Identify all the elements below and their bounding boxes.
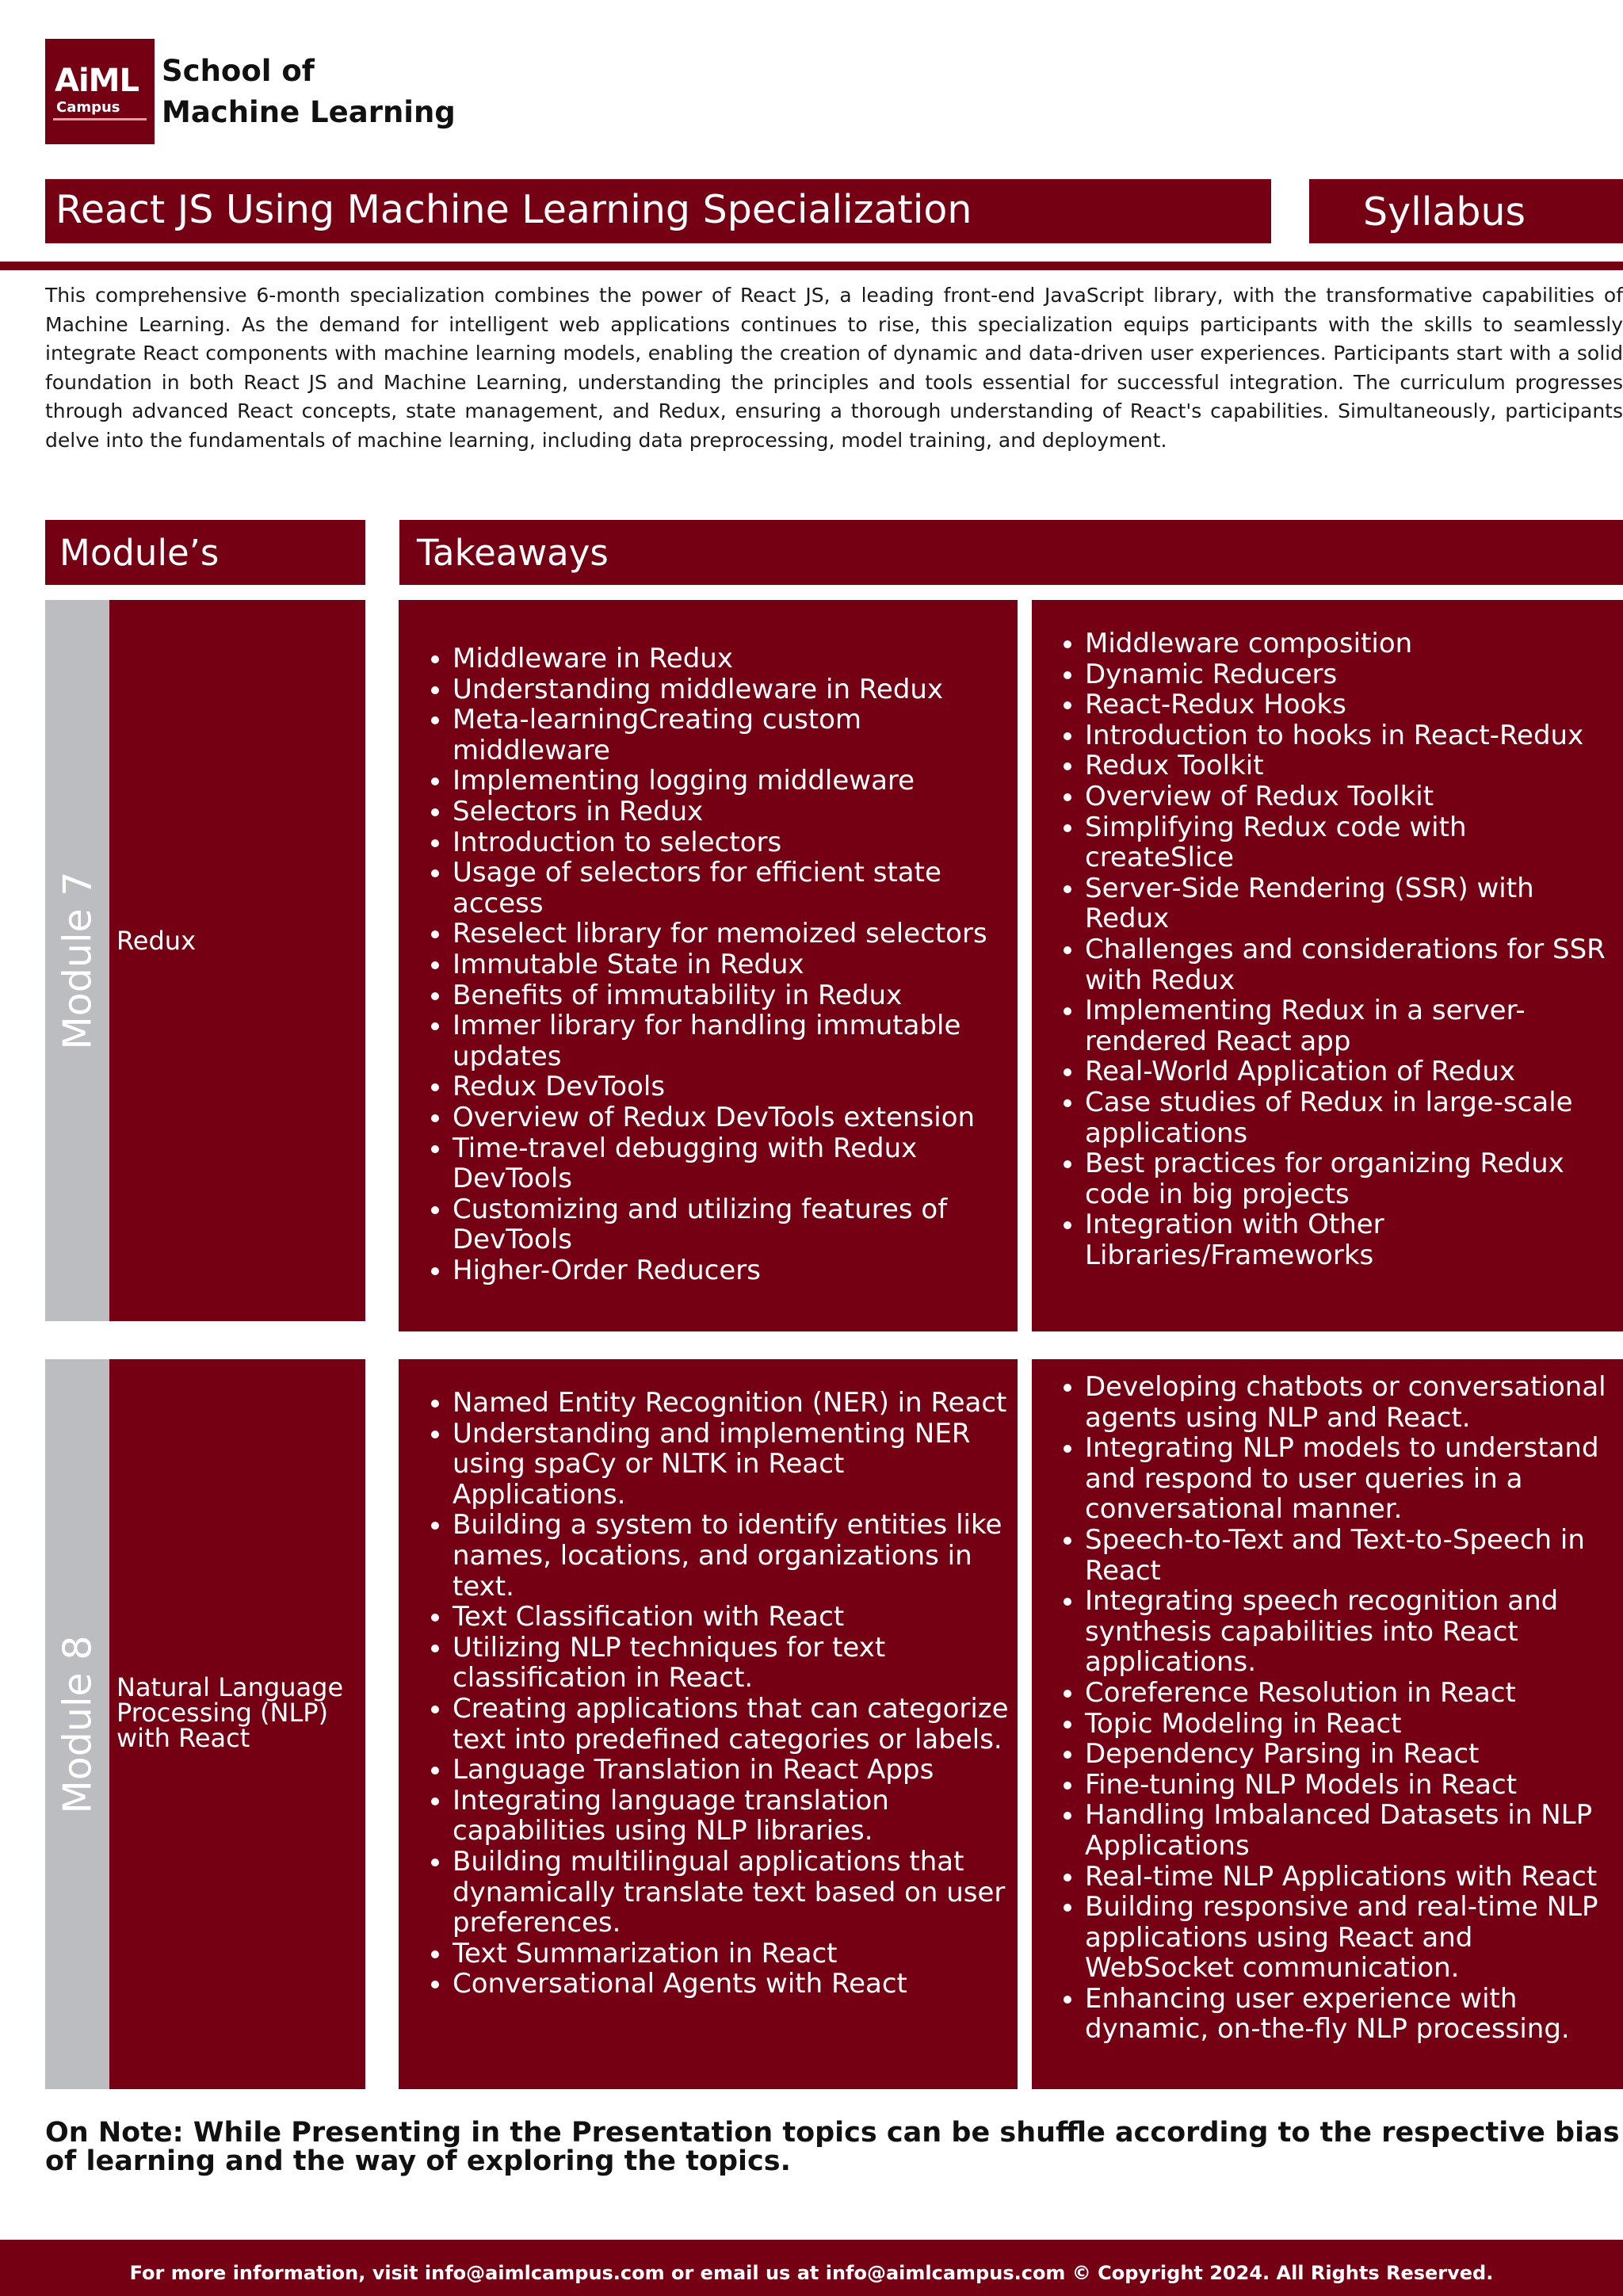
takeaways-list	[399, 644, 1018, 1286]
module-topic-text: Redux	[116, 926, 197, 956]
list-item: • Simplifying Redux code with createSlice	[1085, 812, 1623, 873]
list-item: • Integration with Other Libraries/Frameworks	[1085, 1209, 1623, 1270]
list-item: • Fine-tuning NLP Models in React	[1085, 1770, 1623, 1801]
list-item: • Real-time NLP Applications with React	[1085, 1862, 1623, 1893]
logo	[45, 39, 155, 144]
list-item: • Building multilingual applications that dynamically translate text based on user preferences.	[453, 1847, 1018, 1939]
page-title: React JS Using Machine Learning Specialization	[45, 179, 1271, 243]
list-item: • Speech-to-Text and Text-to-Speech in React	[1085, 1525, 1623, 1586]
list-item: • Understanding and implementing NER using spaCy or NLTK in React Applications.	[453, 1419, 1018, 1511]
takeaways-list	[399, 1388, 1018, 2000]
list-item: • Understanding middleware in Redux	[453, 674, 1018, 705]
list-item: • Redux DevTools	[453, 1072, 1018, 1102]
takeaways-box-right	[1032, 1359, 1623, 2089]
list-item: • Topic Modeling in React	[1085, 1709, 1623, 1740]
list-item: • Text Classification with React	[453, 1602, 1018, 1633]
list-item: • Middleware composition	[1085, 628, 1623, 659]
list-item: • Best practices for organizing Redux code in big projects	[1085, 1148, 1623, 1209]
list-item: • Benefits of immutability in Redux	[453, 980, 1018, 1011]
list-item: • Developing chatbots or conversational agents using NLP and React.	[1085, 1372, 1623, 1433]
logo-sub-text: Campus	[56, 99, 120, 116]
module-label-bar	[45, 1359, 109, 2089]
list-item: • Immer library for handling immutable updates	[453, 1010, 1018, 1072]
list-item: • Higher-Order Reducers	[453, 1255, 1018, 1286]
school-name-line1: School of	[162, 54, 315, 88]
list-item: • Case studies of Redux in large-scale applications	[1085, 1087, 1623, 1148]
takeaways-box-left	[399, 1359, 1018, 2089]
list-item: • Introduction to hooks in React-Redux	[1085, 720, 1623, 751]
module-label: Module 8	[55, 1635, 100, 1813]
list-item: • Text Summarization in React	[453, 1939, 1018, 1969]
list-item: • Integrating speech recognition and synthesis capabilities into React applications.	[1085, 1586, 1623, 1678]
module-topic	[109, 1359, 365, 2089]
presentation-note: On Note: While Presenting in the Presentation topics can be shuffle according to the respective bias of learning and the way of exploring the topics.	[45, 2117, 1620, 2177]
list-item: • Reselect library for memoized selectors	[453, 919, 1018, 949]
list-item: • Overview of Redux DevTools extension	[453, 1102, 1018, 1133]
intro-paragraph: This comprehensive 6-month specialization combines the power of React JS, a leading front-end JavaScript library, with the transformative capabilities of Machine Learning. As the demand for intelligent web applications continues to rise, this specialization equips participants with the skills to seamlessly integrate React components with machine learning models, enabling the creation of dynamic and data-driven user experiences. Participants start with a solid foundation in both React JS and Machine Learning, understanding the principles and tools essential for successful integration. The curriculum progresses through advanced React concepts, state management, and Redux, ensuring a thorough understanding of React's capabilities. Simultaneously, participants delve into the fundamentals of machine learning, including data preprocessing, model training, and deployment.	[45, 284, 1623, 452]
module-label: Module 7	[55, 871, 100, 1050]
list-item: • Meta-learningCreating custom middleware	[453, 705, 1018, 766]
list-item: • Server-Side Rendering (SSR) with Redux	[1085, 873, 1623, 934]
module-label-bar	[45, 600, 109, 1321]
list-item: • Introduction to selectors	[453, 827, 1018, 858]
list-item: • Dynamic Reducers	[1085, 659, 1623, 690]
takeaways-box-left	[399, 600, 1018, 1331]
list-item: • Building a system to identify entities like names, locations, and organizations in text.	[453, 1510, 1018, 1602]
list-item: • Time-travel debugging with Redux DevTools	[453, 1133, 1018, 1194]
list-item: • Challenges and considerations for SSR with Redux	[1085, 934, 1623, 995]
takeaways-list	[1032, 1372, 1623, 2045]
list-item: • Overview of Redux Toolkit	[1085, 781, 1623, 812]
list-item: • Selectors in Redux	[453, 797, 1018, 827]
list-item: • Usage of selectors for efficient state access	[453, 858, 1018, 919]
logo-main-text: AiML	[55, 63, 139, 99]
list-item: • Customizing and utilizing features of DevTools	[453, 1194, 1018, 1255]
list-item: • Utilizing NLP techniques for text classification in React.	[453, 1633, 1018, 1694]
header-divider	[0, 262, 1623, 270]
list-item: • Language Translation in React Apps	[453, 1755, 1018, 1786]
syllabus-label: Syllabus	[1309, 179, 1623, 243]
list-item: • Implementing logging middleware	[453, 766, 1018, 797]
takeaways-list	[1032, 628, 1623, 1270]
list-item: • Immutable State in Redux	[453, 949, 1018, 980]
list-item: • Creating applications that can categorize text into predefined categories or labels.	[453, 1694, 1018, 1755]
logo-underline	[53, 118, 147, 120]
list-item: • Middleware in Redux	[453, 644, 1018, 674]
takeaways-heading: Takeaways	[399, 520, 1623, 585]
list-item: • Coreference Resolution in React	[1085, 1678, 1623, 1709]
school-name-line2: Machine Learning	[162, 95, 456, 129]
takeaways-box-right	[1032, 600, 1623, 1331]
list-item: • Handling Imbalanced Datasets in NLP Applications	[1085, 1800, 1623, 1861]
list-item: • Named Entity Recognition (NER) in React	[453, 1388, 1018, 1419]
module-topic-text: Natural Language Processing (NLP) with React	[116, 1672, 344, 1753]
list-item: • React-Redux Hooks	[1085, 690, 1623, 720]
list-item: • Redux Toolkit	[1085, 751, 1623, 781]
school-name	[162, 51, 456, 133]
list-item: • Dependency Parsing in React	[1085, 1739, 1623, 1770]
list-item: • Integrating language translation capabilities using NLP libraries.	[453, 1786, 1018, 1847]
list-item: • Real-World Application of Redux	[1085, 1056, 1623, 1087]
list-item: • Conversational Agents with React	[453, 1969, 1018, 2000]
module-topic	[109, 600, 365, 1321]
list-item: • Integrating NLP models to understand and respond to user queries in a conversational manner.	[1085, 1433, 1623, 1525]
list-item: • Enhancing user experience with dynamic, on-the-fly NLP processing.	[1085, 1984, 1623, 2045]
list-item: • Building responsive and real-time NLP applications using React and WebSocket communication.	[1085, 1892, 1623, 1984]
modules-heading: Module’s	[45, 520, 365, 585]
list-item: • Implementing Redux in a server-rendered React app	[1085, 995, 1623, 1056]
footer: For more information, visit info@aimlcampus.com or email us at info@aimlcampus.com © Copyright 2024. All Rights Reserved.	[0, 2240, 1623, 2296]
